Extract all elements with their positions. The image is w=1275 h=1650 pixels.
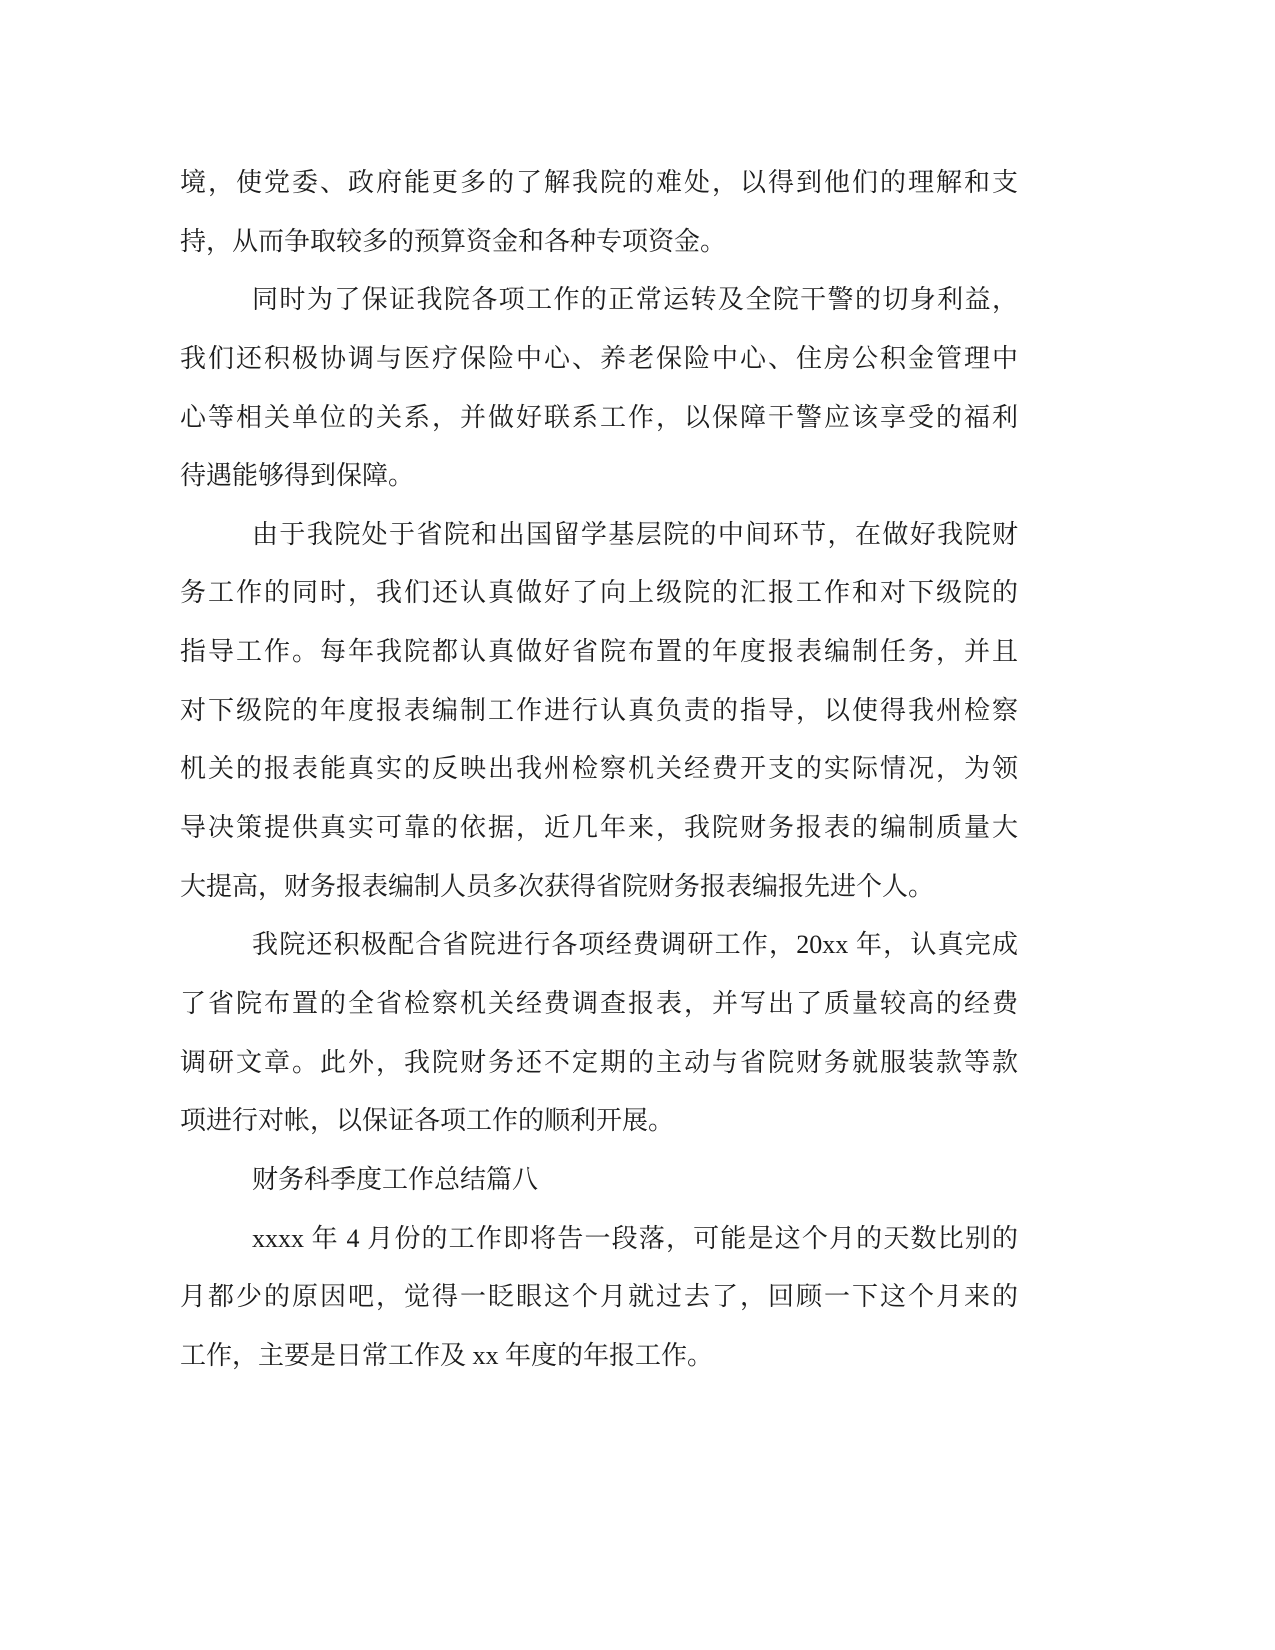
section-heading [180, 1151, 1018, 1210]
text-line: 工作，主要是日常工作及 xx 年度的年报工作。 [180, 1340, 714, 1370]
text-line: 持，从而争取较多的预算资金和各种专项资金。 [180, 226, 727, 256]
text-line: 境，使党委、政府能更多的了解我院的难处，以得到他们的理解和支 [180, 168, 1018, 197]
document-body [180, 154, 1018, 1385]
text-line: 调研文章。此外，我院财务还不定期的主动与省院财务就服装款等款 [180, 1047, 1018, 1077]
text-line: 由于我院处于省院和出国留学基层院的中间环节，在做好我院财 [252, 519, 1018, 549]
text-line: xxxx 年 4 月份的工作即将告一段落，可能是这个月的天数比别的 [252, 1223, 1018, 1253]
text-line: 务工作的同时，我们还认真做好了向上级院的汇报工作和对下级院的 [180, 578, 1018, 608]
text-line: 同时为了保证我院各项工作的正常运转及全院干警的切身利益， [252, 285, 1018, 315]
paragraph [180, 506, 1018, 916]
text-line: 机关的报表能真实的反映出我州检察机关经费开支的实际情况，为领 [180, 754, 1018, 784]
paragraph [180, 916, 1018, 1151]
paragraph [180, 271, 1018, 506]
text-line: 指导工作。每年我院都认真做好省院布置的年度报表编制任务，并且 [180, 637, 1018, 667]
section-heading-text: 财务科季度工作总结篇八 [252, 1164, 539, 1194]
paragraph [180, 1210, 1018, 1386]
text-line: 导决策提供真实可靠的依据，近几年来，我院财务报表的编制质量大 [180, 813, 1018, 843]
text-line: 大提高，财务报表编制人员多次获得省院财务报表编报先进个人。 [180, 871, 935, 901]
text-line: 我们还积极协调与医疗保险中心、养老保险中心、住房公积金管理中 [180, 343, 1018, 373]
text-line: 对下级院的年度报表编制工作进行认真负责的指导，以使得我州检察 [180, 695, 1018, 725]
paragraph [180, 154, 1018, 271]
text-line: 了省院布置的全省检察机关经费调查报表，并写出了质量较高的经费 [180, 988, 1018, 1018]
text-line: 待遇能够得到保障。 [180, 461, 415, 491]
text-line: 心等相关单位的关系，并做好联系工作，以保障干警应该享受的福利 [180, 402, 1018, 432]
text-line: 项进行对帐，以保证各项工作的顺利开展。 [180, 1106, 675, 1136]
text-line: 我院还积极配合省院进行各项经费调研工作，20xx 年，认真完成 [252, 930, 1018, 960]
text-line: 月都少的原因吧，觉得一眨眼这个月就过去了，回顾一下这个月来的 [180, 1282, 1018, 1312]
